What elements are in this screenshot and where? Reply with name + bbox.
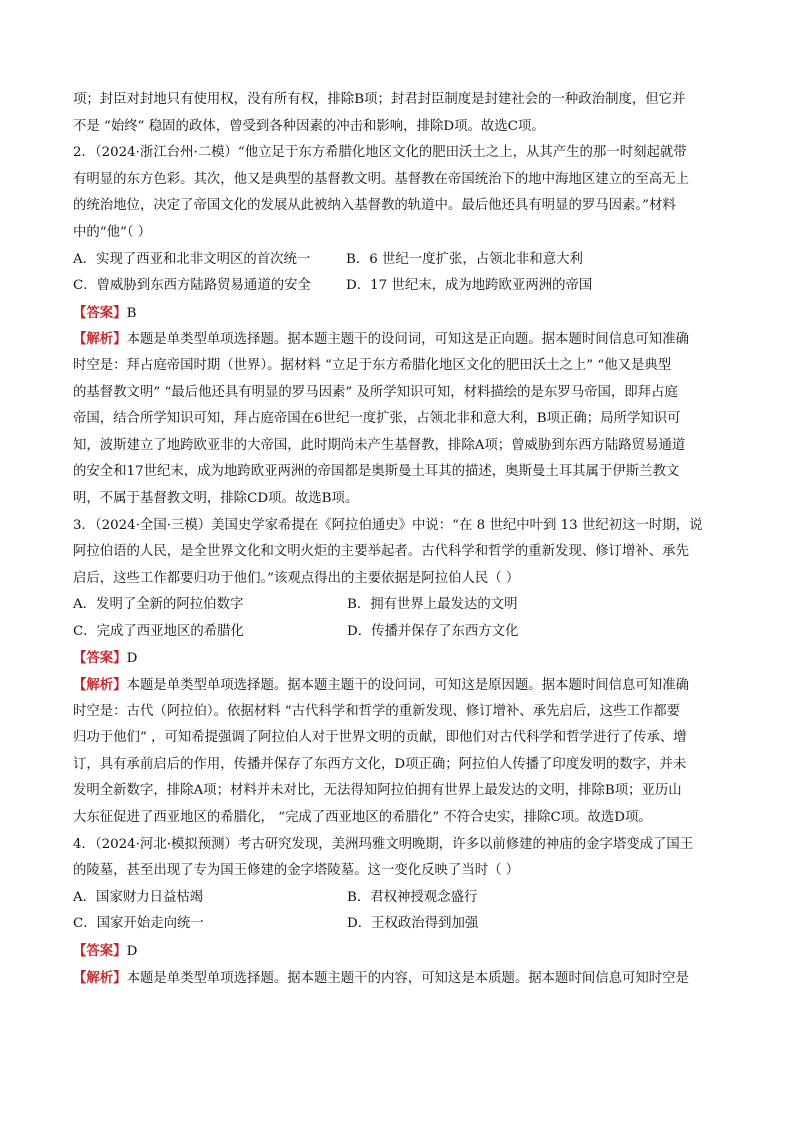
option-row — [73, 619, 723, 646]
option-row — [73, 273, 723, 300]
question-stem-line: 2．（2024·浙江台州·二模）“他立足于东方希腊化地区文化的肥田沃土之上，从其产生的那一时刻起就带 — [73, 145, 687, 161]
option-b: B．拥有世界上最发达的文明 — [347, 597, 518, 613]
answer-line — [73, 645, 723, 672]
option-a: A．发明了全新的阿拉伯数字 — [73, 597, 244, 613]
option-c: C．曾威胁到东西方陆路贸易通道的安全 — [73, 278, 311, 294]
question-stem-line: 启后，这些工作都要归功于他们。”该观点得出的主要依据是阿拉伯人民（ ） — [73, 570, 520, 586]
analysis-line: 订，具有承前启后的作用，传播并保存了东西方文化，D项正确；阿拉伯人传播了印度发明的数字，并未 — [73, 756, 687, 772]
option-c: C．国家开始走向统一 — [73, 916, 204, 932]
option-d: D．17 世纪末，成为地跨欧亚两洲的帝国 — [346, 278, 593, 294]
answer-value: B — [126, 305, 137, 321]
analysis-line: 的安全和17世纪末，成为地跨欧亚两洲的帝国都是奥斯曼土耳其的描述，奥斯曼土耳其属于伊斯兰教文 — [73, 464, 680, 480]
answer-line — [73, 300, 723, 327]
answer-tag: 【答案】 — [73, 304, 127, 321]
answer-tag: 【答案】 — [73, 650, 127, 667]
question-4 — [73, 832, 723, 992]
option-d: D．传播并保存了东西方文化 — [347, 623, 519, 639]
analysis-tag: 【解析】 — [73, 677, 127, 694]
answer-value: D — [126, 944, 138, 959]
question-3 — [73, 513, 723, 832]
question-stem-line: 4．（2024·河北·模拟预测）考古研究发现，美洲玛雅文明晚期，许多以前修建的神庙的金字塔变成了国王 — [73, 836, 694, 852]
question-stem-line: 3．（2024·全国·三模）美国史学家希提在《阿拉伯通史》中说：“在 8 世纪中叶到 13 世纪初这一时期，说 — [73, 517, 703, 533]
text-line: 不是 “始终” 稳固的政体，曾受到各种因素的冲击和影响，排除D项。故选C项。 — [73, 118, 545, 134]
option-a: A．国家财力日益枯竭 — [73, 889, 204, 905]
answer-value: D — [126, 651, 138, 667]
question-stem-line: 中的“他”（ ） — [73, 224, 152, 240]
analysis-line: 帝国，结合所学知识可知，拜占庭帝国在6世纪一度扩张，占领北非和意大利，B项正确；局所学知识可 — [73, 411, 681, 427]
intro-paragraph — [73, 87, 723, 140]
option-row — [73, 885, 723, 912]
document-page — [73, 87, 723, 991]
question-stem-line: 阿拉伯语的人民，是全世界文化和文明火炬的主要举起者。古代科学和哲学的重新发现、修订增补、承先 — [73, 544, 689, 560]
question-stem-line: 的陵墓，甚至出现了专为国王修建的金字塔陵墓。这一变化反映了当时（ ） — [73, 863, 520, 879]
analysis-line: 知，波斯建立了地跨欧亚非的大帝国，此时期尚未产生基督教，排除A项；曾威胁到东西方陆路贸易通道 — [73, 437, 686, 453]
analysis-line: 明，不属于基督教文明，排除CD项。故选B项。 — [73, 490, 359, 506]
question-2 — [73, 140, 723, 512]
analysis-tag: 【解析】 — [73, 331, 127, 348]
analysis-line: 时空是：拜占庭帝国时期（世界）。据材料 “立足于东方希腊化地区文化的肥田沃土之上” “他又是典型 — [73, 357, 672, 373]
analysis-text: 本题是单类型单项选择题。据本题主题干的设问词，可知这是原因题。据本题时间信息可知准确 — [126, 678, 689, 694]
analysis-line: 时空是：古代（阿拉伯）。依据材料 “古代科学和哲学的重新发现、修订增补、承先启后，这些工作都要 — [73, 703, 680, 719]
option-b: B．君权神授观念盛行 — [347, 889, 478, 905]
answer-tag: 【答案】 — [73, 943, 127, 959]
analysis-line — [73, 965, 723, 992]
analysis-line: 大东征促进了西亚地区的希腊化， “完成了西亚地区的希腊化” 不符合史实，排除C项。故选D项。 — [73, 810, 652, 826]
option-row — [73, 592, 723, 619]
question-stem-line: 的统治地位，决定了帝国文化的发展从此被纳入基督教的轨道中。最后他还具有明显的罗马因素。”材料 — [73, 198, 676, 214]
analysis-line — [73, 326, 723, 353]
option-b: B．6 世纪一度扩张，占领北非和意大利 — [346, 251, 583, 267]
option-a: A．实现了西亚和北非文明区的首次统一 — [73, 251, 311, 267]
option-row — [73, 247, 723, 274]
option-row — [73, 911, 723, 938]
analysis-line: 发明全新数字，排除A项；材料并未对比，无法得知阿拉伯拥有世界上最发达的文明，排除B项；亚历山 — [73, 783, 682, 799]
analysis-text: 本题是单类型单项选择题。据本题主题干的内容，可知这是本质题。据本题时间信息可知时空是 — [126, 970, 689, 986]
analysis-tag: 【解析】 — [73, 969, 127, 986]
option-c: C．完成了西亚地区的希腊化 — [73, 623, 244, 639]
analysis-text: 本题是单类型单项选择题。据本题主题干的设问词，可知这是正向题。据本题时间信息可知准确 — [126, 332, 689, 348]
analysis-line — [73, 672, 723, 699]
answer-line — [73, 938, 723, 965]
text-line: 项；封臣对封地只有使用权，没有所有权，排除B项；封君封臣制度是封建社会的一种政治制度，但它并 — [73, 92, 686, 107]
analysis-line: 的基督教文明” “最后他还具有明显的罗马因素” 及所学知识可知，材料描绘的是东罗马帝国，即拜占庭 — [73, 384, 678, 400]
option-d: D．王权政治得到加强 — [347, 916, 479, 932]
analysis-line: 归功于他们” ，可知希提强调了阿拉伯人对于世界文明的贡献，即他们对古代科学和哲学进行了传承、增 — [73, 730, 687, 746]
question-stem-line: 有明显的东方色彩。其次，他又是典型的基督教文明。基督教在帝国统治下的地中海地区建立的至高无上 — [73, 171, 689, 187]
